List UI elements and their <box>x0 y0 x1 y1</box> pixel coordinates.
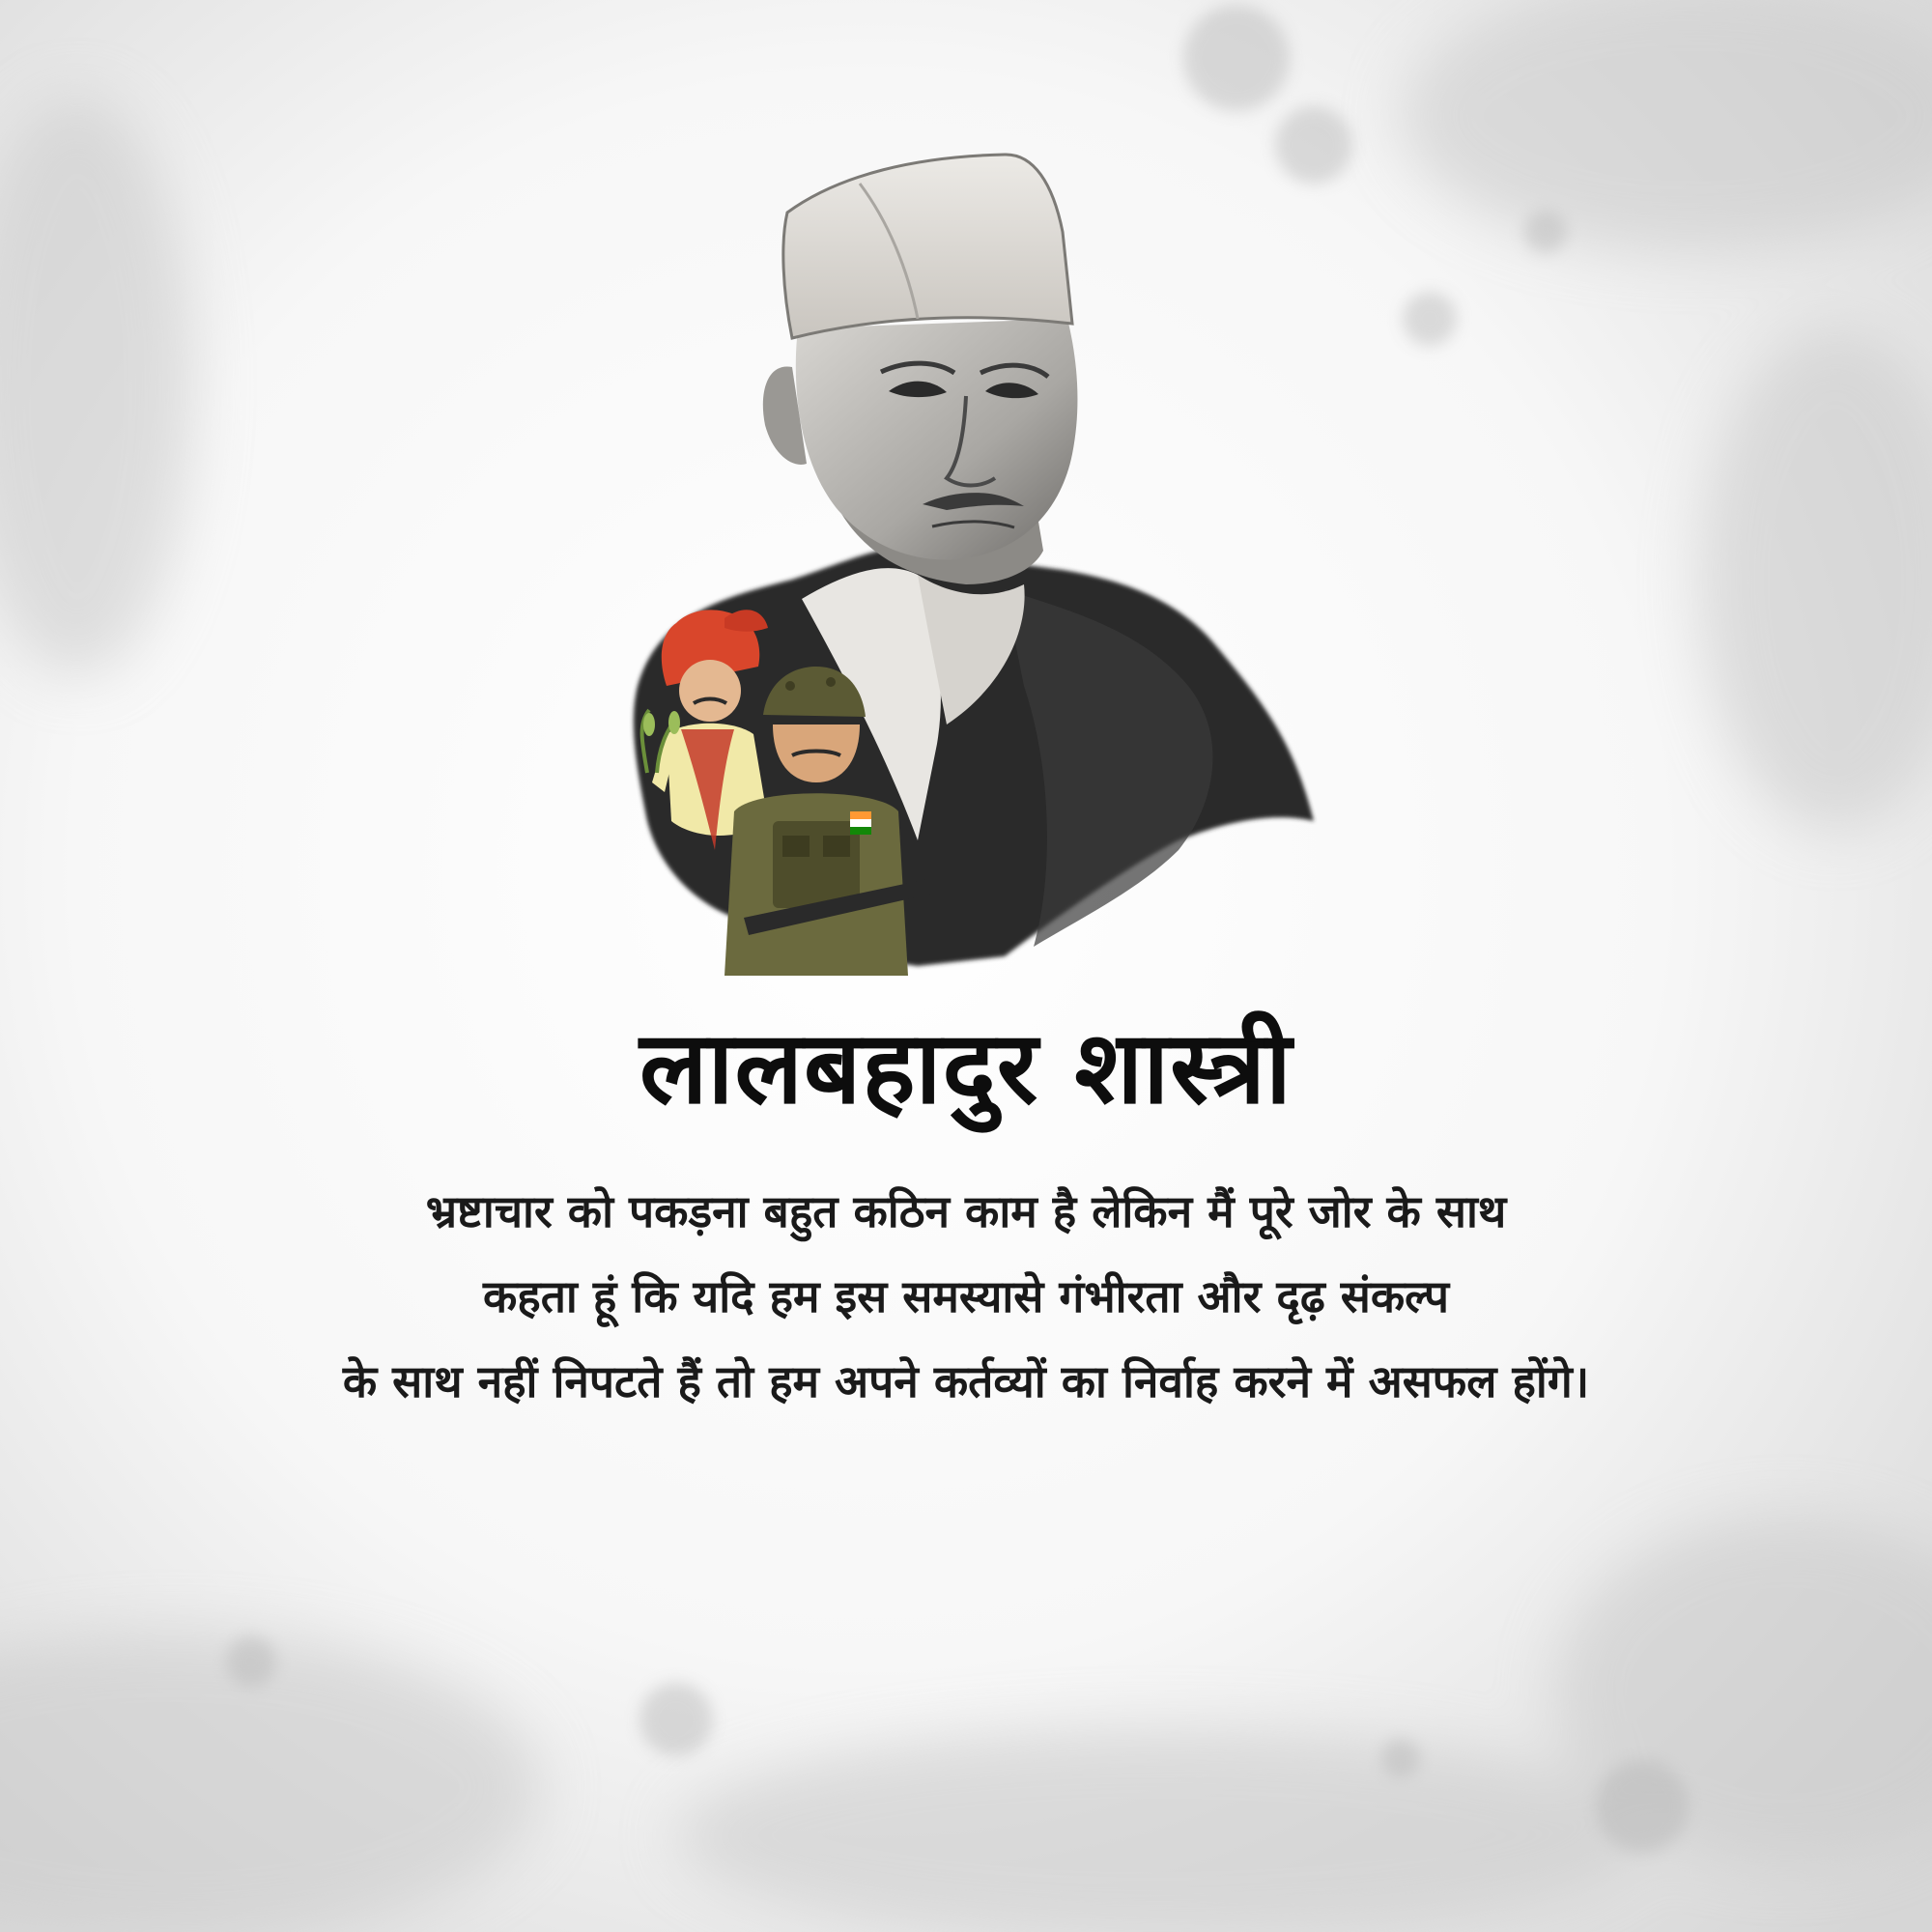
quote-text <box>193 1183 1739 1438</box>
quote-line-3: के साथ नहीं निपटते हैं तो हम अपने कर्तव्यों का निर्वाह करने में असफल होंगे। <box>342 1355 1590 1407</box>
face-shape <box>796 319 1078 560</box>
portrait-illustration <box>599 145 1333 976</box>
quote-line-1: भ्रष्टाचार को पकड़ना बहुत कठिन काम है लेकिन मैं पूरे जोर के साथ <box>425 1185 1507 1237</box>
quote-line-2: कहता हूं कि यदि हम इस समस्यासे गंभीरता और दृढ़ संकल्प <box>482 1270 1450 1322</box>
cap-shape <box>783 155 1072 338</box>
page-title: लालबहादुर शास्त्री <box>639 1009 1293 1126</box>
